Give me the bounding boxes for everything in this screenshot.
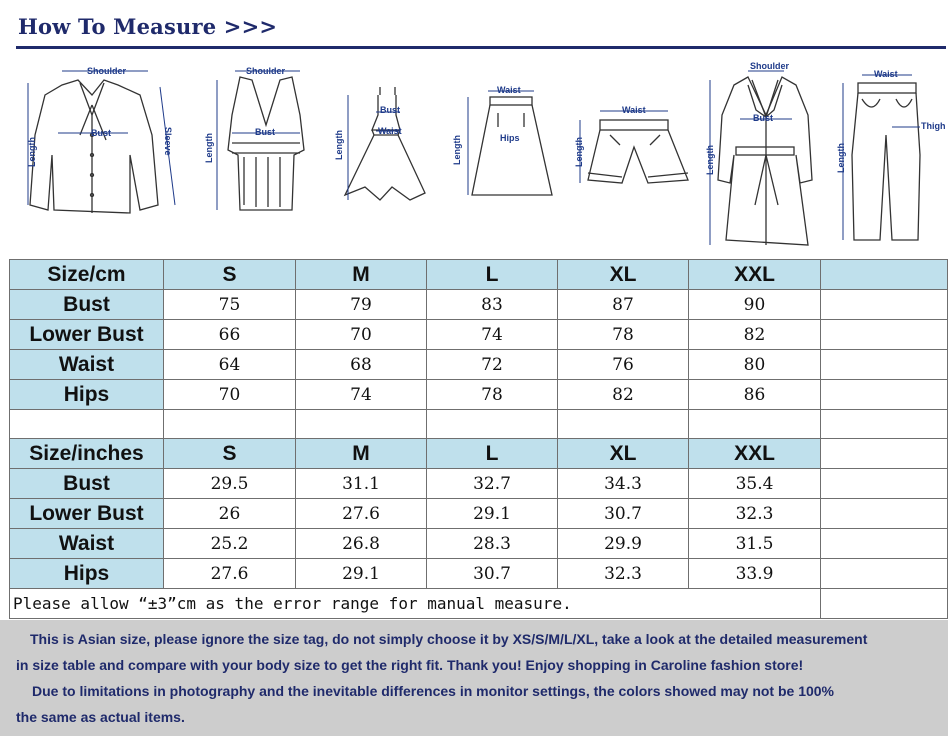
table-cell: 82 bbox=[558, 380, 689, 410]
pants-thigh-label: Thigh bbox=[921, 121, 946, 131]
table-cell: 82 bbox=[689, 320, 821, 350]
table-row bbox=[10, 320, 948, 350]
table-cell-empty bbox=[296, 410, 427, 440]
table-cell: 76 bbox=[558, 350, 689, 380]
coat-illustration bbox=[718, 77, 812, 245]
table-cell: 29.5 bbox=[164, 469, 296, 499]
table-cell-empty bbox=[821, 350, 948, 380]
table-cell: 64 bbox=[164, 350, 296, 380]
table-cell: 33.9 bbox=[689, 559, 821, 589]
row-label: Hips bbox=[10, 559, 164, 589]
blouse-length-label: Length bbox=[27, 137, 37, 167]
header-divider bbox=[16, 46, 946, 49]
skirt-length-label: Length bbox=[452, 135, 462, 165]
row-label: Bust bbox=[10, 469, 164, 499]
skirt-illustration bbox=[472, 97, 552, 195]
table-cell: 28.3 bbox=[427, 529, 558, 559]
table-cell-empty bbox=[821, 499, 948, 529]
table-cell-empty bbox=[164, 410, 296, 440]
table-cell: 34.3 bbox=[558, 469, 689, 499]
table-cell: 90 bbox=[689, 290, 821, 320]
tank-length-label: Length bbox=[204, 133, 214, 163]
table-cell-empty bbox=[821, 320, 948, 350]
pants-length-label: Length bbox=[836, 143, 846, 173]
table-cell: 31.5 bbox=[689, 529, 821, 559]
table-cell: 66 bbox=[164, 320, 296, 350]
table-cell: 35.4 bbox=[689, 469, 821, 499]
notice-line: This is Asian size, please ignore the size tag, do not simply choose it by XS/S/M/L/XL, take a look at the detailed measurement bbox=[30, 631, 868, 647]
table-cell: 32.3 bbox=[558, 559, 689, 589]
table-row bbox=[10, 350, 948, 380]
coat-bust-label: Bust bbox=[753, 113, 773, 123]
header-cell-empty bbox=[821, 260, 948, 290]
table-cell: 83 bbox=[427, 290, 558, 320]
notice-line: in size table and compare with your body size to get the right fit. Thank you! Enjoy shopping in Caroline fashion store! bbox=[16, 657, 804, 673]
table-cell-empty bbox=[689, 410, 821, 440]
table-cell: 29.1 bbox=[427, 499, 558, 529]
tank-illustration bbox=[228, 77, 304, 210]
table-cell-empty bbox=[821, 589, 948, 619]
blouse-bust-label: Bust bbox=[91, 128, 111, 138]
table-cell-empty bbox=[821, 469, 948, 499]
table-cell-empty bbox=[427, 410, 558, 440]
header-cell: XL bbox=[558, 260, 689, 290]
table-spacer-row bbox=[10, 410, 948, 440]
table-cell: 72 bbox=[427, 350, 558, 380]
page-title: How To Measure >>> bbox=[18, 14, 278, 39]
table-header-row bbox=[10, 260, 948, 290]
table-cell: 31.1 bbox=[296, 469, 427, 499]
header-cell: S bbox=[164, 439, 296, 469]
table-row bbox=[10, 499, 948, 529]
skirt-hips-label: Hips bbox=[500, 133, 520, 143]
header-cell: Size/inches bbox=[10, 439, 164, 469]
table-row bbox=[10, 559, 948, 589]
header-cell: M bbox=[296, 439, 427, 469]
dress-length-label: Length bbox=[334, 130, 344, 160]
table-cell: 29.1 bbox=[296, 559, 427, 589]
blouse-illustration bbox=[30, 80, 158, 213]
table-cell-empty bbox=[821, 410, 948, 440]
table-cell: 70 bbox=[164, 380, 296, 410]
coat-length-label: Length bbox=[705, 145, 715, 175]
header-cell: L bbox=[427, 439, 558, 469]
table-cell: 70 bbox=[296, 320, 427, 350]
dress-bust-label: Bust bbox=[380, 105, 400, 115]
garment-illustrations bbox=[0, 55, 948, 255]
table-cell-empty bbox=[821, 290, 948, 320]
size-notice bbox=[0, 620, 948, 736]
table-cell: 29.9 bbox=[558, 529, 689, 559]
row-label: Hips bbox=[10, 380, 164, 410]
pants-waist-label: Waist bbox=[874, 69, 898, 79]
dress-waist-label: Waist bbox=[378, 126, 402, 136]
row-label: Lower Bust bbox=[10, 320, 164, 350]
table-row bbox=[10, 469, 948, 499]
header-cell: XXL bbox=[689, 260, 821, 290]
table-cell: 87 bbox=[558, 290, 689, 320]
table-cell: 74 bbox=[427, 320, 558, 350]
table-cell-empty bbox=[821, 380, 948, 410]
table-cell-empty bbox=[821, 529, 948, 559]
header-cell: L bbox=[427, 260, 558, 290]
header-cell: XL bbox=[558, 439, 689, 469]
inch-size-table bbox=[9, 438, 948, 619]
row-label: Bust bbox=[10, 290, 164, 320]
pants-illustration bbox=[852, 83, 920, 240]
table-cell: 26 bbox=[164, 499, 296, 529]
table-note-row bbox=[10, 589, 948, 619]
table-cell-empty bbox=[558, 410, 689, 440]
notice-line: the same as actual items. bbox=[16, 709, 185, 725]
table-cell-empty bbox=[10, 410, 164, 440]
table-cell: 74 bbox=[296, 380, 427, 410]
table-cell: 80 bbox=[689, 350, 821, 380]
table-cell-empty bbox=[821, 559, 948, 589]
tank-bust-label: Bust bbox=[255, 127, 275, 137]
row-label: Waist bbox=[10, 529, 164, 559]
tank-shoulder-label: Shoulder bbox=[246, 66, 286, 76]
header-cell-empty bbox=[821, 439, 948, 469]
table-cell: 32.7 bbox=[427, 469, 558, 499]
table-cell: 68 bbox=[296, 350, 427, 380]
table-cell: 79 bbox=[296, 290, 427, 320]
table-row bbox=[10, 290, 948, 320]
table-cell: 27.6 bbox=[296, 499, 427, 529]
table-header-row bbox=[10, 439, 948, 469]
blouse-sleeve-label: Sleeve bbox=[163, 127, 173, 156]
notice-line: Due to limitations in photography and the inevitable differences in monitor settings, the colors showed may not be 100% bbox=[32, 683, 835, 699]
error-range-note: Please allow “±3”cm as the error range for manual measure. bbox=[10, 589, 821, 619]
cm-size-table bbox=[9, 259, 948, 440]
dress-illustration bbox=[345, 87, 425, 200]
table-cell: 86 bbox=[689, 380, 821, 410]
table-cell: 78 bbox=[558, 320, 689, 350]
table-cell: 32.3 bbox=[689, 499, 821, 529]
table-row bbox=[10, 529, 948, 559]
header-cell: S bbox=[164, 260, 296, 290]
skirt-waist-label: Waist bbox=[497, 85, 521, 95]
blouse-shoulder-label: Shoulder bbox=[87, 66, 127, 76]
row-label: Lower Bust bbox=[10, 499, 164, 529]
page-header bbox=[0, 0, 948, 52]
table-cell: 75 bbox=[164, 290, 296, 320]
table-cell: 27.6 bbox=[164, 559, 296, 589]
table-cell: 25.2 bbox=[164, 529, 296, 559]
header-cell: Size/cm bbox=[10, 260, 164, 290]
shorts-illustration bbox=[588, 120, 688, 183]
table-cell: 30.7 bbox=[558, 499, 689, 529]
garment-diagrams bbox=[0, 55, 948, 255]
table-row bbox=[10, 380, 948, 410]
row-label: Waist bbox=[10, 350, 164, 380]
table-cell: 30.7 bbox=[427, 559, 558, 589]
header-cell: XXL bbox=[689, 439, 821, 469]
shorts-waist-label: Waist bbox=[622, 105, 646, 115]
coat-shoulder-label: Shoulder bbox=[750, 61, 790, 71]
shorts-length-label: Length bbox=[574, 137, 584, 167]
table-cell: 26.8 bbox=[296, 529, 427, 559]
header-cell: M bbox=[296, 260, 427, 290]
table-cell: 78 bbox=[427, 380, 558, 410]
